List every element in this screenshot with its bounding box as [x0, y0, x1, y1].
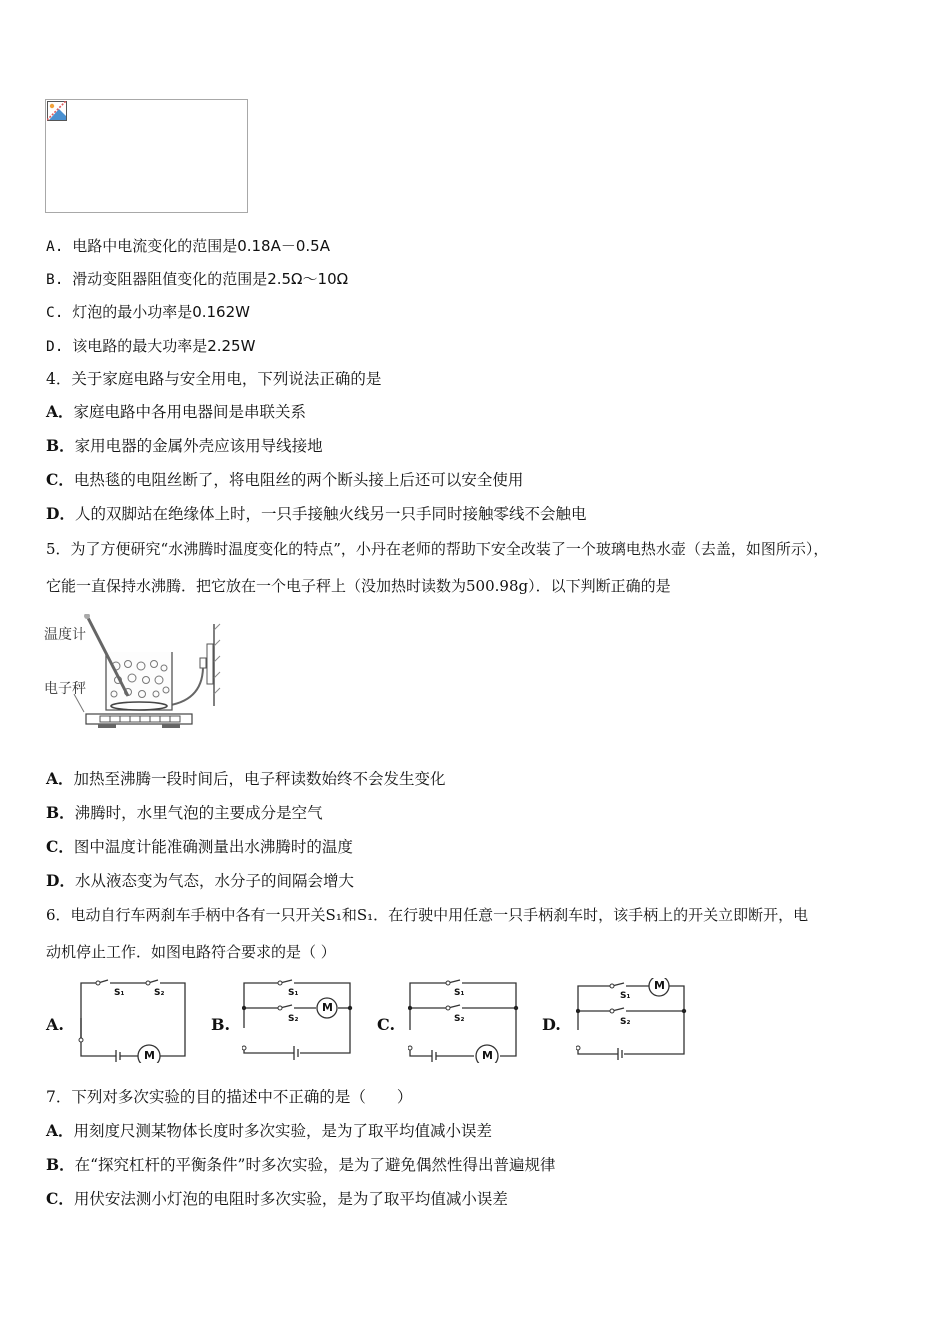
option-text: 滑动变阻器阻值变化的范围是2.5Ω～10Ω	[72, 270, 349, 288]
q6-stem-line1: 6．电动自行车两刹车手柄中各有一只开关S₁和S₁．在行驶中用任意一只手柄刹车时，该手柄上的开关立即断开，电	[46, 906, 809, 924]
switch-label-s1: S₁	[454, 988, 465, 998]
motor-label: M	[482, 1049, 493, 1062]
circuit-c-label: C.	[377, 1015, 396, 1034]
circuit-diagram-b	[242, 978, 354, 1067]
option-text: 人的双脚站在绝缘体上时，一只手接触火线另一只手同时接触零线不会触电	[74, 505, 587, 523]
q7-option-b	[46, 1155, 555, 1175]
option-label: B．	[46, 803, 75, 822]
option-label: B．	[46, 1155, 75, 1174]
q5-option-d	[46, 871, 354, 891]
option-label: C．	[46, 470, 74, 489]
q4-option-a	[46, 402, 306, 422]
option-text: 该电路的最大功率是2.25W	[72, 337, 256, 355]
thermometer-label: 温度计	[44, 627, 86, 643]
q7-stem: 7．下列对多次实验的目的描述中不正确的是（ ）	[46, 1088, 413, 1106]
option-label: D.	[46, 339, 64, 355]
circuit-a-label: A.	[46, 1015, 64, 1034]
option-label: A．	[46, 402, 74, 421]
option-text: 图中温度计能准确测量出水沸腾时的温度	[73, 838, 353, 856]
switch-label-s1: S₁	[620, 991, 631, 1001]
option-text: 灯泡的最小功率是0.162W	[72, 303, 250, 321]
motor-label: M	[144, 1049, 155, 1062]
q7-option-a	[46, 1121, 492, 1141]
q4-option-c	[46, 470, 523, 490]
circuit-diagram-a	[78, 978, 188, 1067]
circuit-diagram-c	[408, 978, 520, 1067]
option-text: 用刻度尺测某物体长度时多次实验，是为了取平均值减小误差	[73, 1122, 493, 1140]
q3-option-b	[46, 269, 348, 290]
option-label: A．	[46, 1121, 74, 1140]
q3-option-c	[46, 302, 250, 323]
q4-option-d	[46, 504, 586, 524]
q5-stem-line1: 5．为了方便研究“水沸腾时温度变化的特点”，小丹在老师的帮助下安全改装了一个玻璃电热水壶（去盖，如图所示），	[46, 540, 829, 558]
option-text: 家庭电路中各用电器间是串联关系	[73, 403, 307, 421]
switch-label-s1: S₁	[114, 988, 125, 998]
option-text: 家用电器的金属外壳应该用导线接地	[74, 437, 323, 455]
option-label: D．	[46, 871, 75, 890]
q6-stem-line2: 动机停止工作．如图电路符合要求的是（ ）	[46, 943, 336, 961]
broken-image-placeholder	[45, 99, 248, 213]
option-label: A．	[46, 769, 74, 788]
circuit-diagram-d	[576, 978, 688, 1067]
q7-option-c	[46, 1189, 508, 1209]
scale-label: 电子秤	[44, 681, 86, 697]
option-label: C．	[46, 1189, 74, 1208]
q3-option-d	[46, 336, 255, 357]
option-text: 水从液态变为气态，水分子的间隔会增大	[74, 872, 354, 890]
option-text: 沸腾时，水里气泡的主要成分是空气	[74, 804, 323, 822]
option-text: 电路中电流变化的范围是0.18A－0.5A	[72, 237, 330, 255]
q4-stem: 4．关于家庭电路与安全用电，下列说法正确的是	[46, 370, 382, 388]
circuit-b-label: B.	[211, 1015, 231, 1034]
q5-option-b	[46, 803, 323, 823]
circuit-d-label: D.	[542, 1015, 561, 1034]
option-text: 用伏安法测小灯泡的电阻时多次实验，是为了取平均值减小误差	[73, 1190, 508, 1208]
option-text: 电热毯的电阻丝断了，将电阻丝的两个断头接上后还可以安全使用	[73, 471, 524, 489]
switch-label-s2: S₂	[620, 1017, 631, 1027]
q5-stem-line2: 它能一直保持水沸腾．把它放在一个电子秤上（没加热时读数为500.98g）．以下判断正确的是	[46, 577, 671, 595]
switch-label-s2: S₂	[154, 988, 165, 998]
option-text: 加热至沸腾一段时间后，电子秤读数始终不会发生变化	[73, 770, 446, 788]
option-label: A.	[46, 239, 64, 255]
q4-option-b	[46, 436, 323, 456]
option-label: D．	[46, 504, 75, 523]
kettle-on-scale-figure	[44, 614, 224, 746]
switch-label-s2: S₂	[454, 1014, 465, 1024]
option-label: C．	[46, 837, 74, 856]
motor-label: M	[654, 979, 665, 992]
q5-option-a	[46, 769, 446, 789]
motor-label: M	[322, 1001, 333, 1014]
option-label: C.	[46, 305, 64, 321]
q5-option-c	[46, 837, 353, 857]
switch-label-s1: S₁	[288, 988, 299, 998]
switch-label-s2: S₂	[288, 1014, 299, 1024]
option-text: 在“探究杠杆的平衡条件”时多次实验，是为了避免偶然性得出普遍规律	[74, 1156, 556, 1174]
broken-image-icon	[47, 101, 67, 121]
q3-option-a	[46, 236, 330, 257]
option-label: B．	[46, 436, 75, 455]
option-label: B.	[46, 272, 64, 288]
